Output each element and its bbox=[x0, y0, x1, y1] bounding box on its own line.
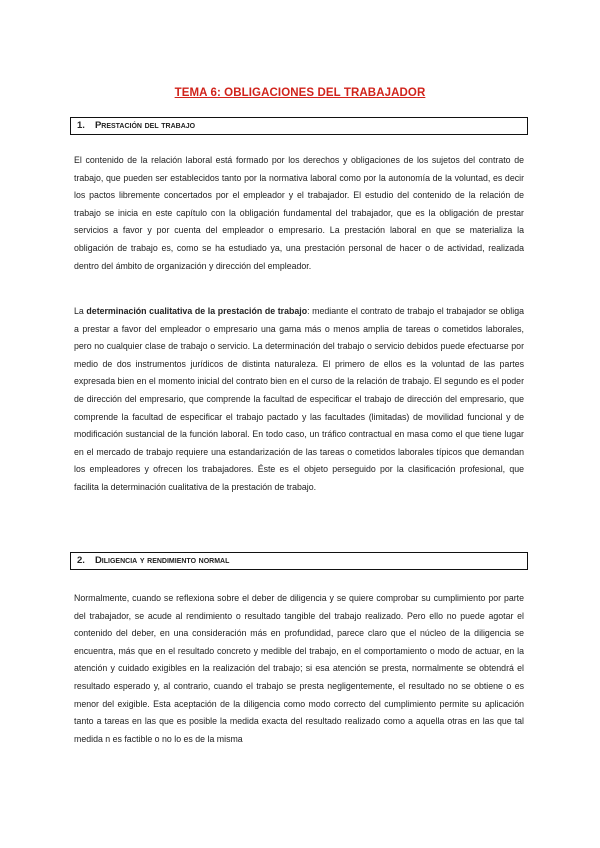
page-title: TEMA 6: OBLIGACIONES DEL TRABAJADOR bbox=[174, 87, 426, 99]
paragraph-text: : mediante el contrato de trabajo el trabajador se obliga a prestar a favor del empleador o empresario una gama más o menos amplia de tareas o cometidos laborales, pero no cualquier clase de trabajo o servicio. La determinación del trabajo o servicio debidos puede efectuarse por medio de dos instrumentos jurídicos de distinta naturaleza. El primero de ellos es la voluntad de las partes expresada bien en el momento inicial del contrato bien en el curso de la relación de trabajo. El segundo es el poder de dirección del empresario, que comprende la facultad de especificar el trabajo de dirección del empresario, que comprende la facultad de especificar el trabajo pactado y las facultades (limitadas) de movilidad funcional y de modificación sustancial de la función laboral. En todo caso, un tráfico contractual en masa como el que tiene lugar en el mercado de trabajo requiere una estandarización de las tareas o cometidos laborales típicos que demandan los empleadores y ofrecen los trabajadores. Éste es el objeto perseguido por la clasificación profesional, que facilita la determinación cualitativa de la prestación de trabajo. bbox=[74, 306, 524, 492]
section-heading-2 bbox=[70, 552, 528, 570]
section-title: Diligencia y rendimiento normal bbox=[94, 555, 230, 566]
paragraph-bold-term: determinación cualitativa de la prestación de trabajo bbox=[86, 306, 308, 316]
section-title: Prestación del trabajo bbox=[94, 120, 196, 131]
paragraph-prefix: La bbox=[74, 306, 87, 316]
paragraph bbox=[74, 303, 524, 497]
section-number: 2. bbox=[77, 555, 85, 566]
section-number: 1. bbox=[77, 120, 85, 131]
paragraph: Normalmente, cuando se reflexiona sobre el deber de diligencia y se quiere comprobar su cumplimiento por parte del trabajador, se acude al rendimiento o resultado tangible del trabajo realizado. Pero ello no puede agotar el contenido del deber, en una consideración más en profundidad, parece claro que el núcleo de la diligencia se encuentra, más que en el resultado concreto y medible del trabajo, en el comportamiento o modo de actuar, en la atención y cuidado exigibles en la realización del trabajo; si esa atención se presta, normalmente se obtendrá el resultado esperado y, al contrario, cuando el trabajo se presta negligentemente, el resultado no se obtiene o es menor del exigible. Esta aceptación de la diligencia como modo correcto del cumplimiento permite su aplicación tanto a tareas en las que es posible la medida exacta del resultado realizado como a aquella otras en las que tal medida n es factible o no lo es de la misma bbox=[74, 593, 524, 744]
section-heading-1 bbox=[70, 117, 528, 135]
paragraph: El contenido de la relación laboral está formado por los derechos y obligaciones de los sujetos del contrato de trabajo, que pueden ser establecidos tanto por la normativa laboral como por la autonomía de la voluntad, es decir los pactos libremente concertados por el empleador y el trabajador. El estudio del contenido de la relación de trabajo se inicia en este capítulo con la obligación fundamental del trabajador, que es la obligación de prestar servicios a favor y por cuenta del empleador o empresario. La prestación laboral en que se materializa la obligación de trabajo es, como se ha estudiado ya, una prestación personal de hacer o de actividad, realizada dentro del ámbito de organización y dirección del empleador. bbox=[74, 155, 524, 271]
